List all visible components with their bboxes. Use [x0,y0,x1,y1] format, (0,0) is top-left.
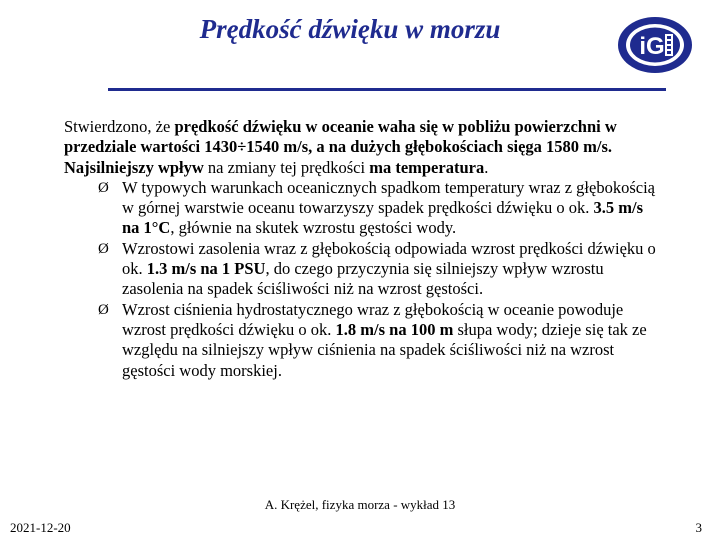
arrow-bullet-icon: Ø [98,301,109,318]
arrow-bullet-icon: Ø [98,240,109,257]
slide-date: 2021-12-20 [10,520,71,535]
bullet-item-temperature: Ø W typowych warunkach oceanicznych spadkom temperatury wraz z głębokością w górnej warstwie oceanu towarzyszy spadek prędkości dźwięku o ok. 3.5 m/s na 1°C, głównie na skutek wzrostu gęstości wody. [98,177,655,238]
page-number: 3 [695,520,702,535]
institute-logo-icon [617,16,693,74]
bullet-item-pressure: Ø Wzrost ciśnienia hydrostatycznego wraz z głębokością w oceanie powoduje wzrost prędkości dźwięku o ok. 1.8 m/s na 100 m słupa wody; dzieje się tak ze względu na silniejszy wpływ ciśnienia na spadek ściśliwości niż na wzrost gęstości wody morskiej. [98,299,647,380]
slide-title: Prędkość dźwięku w morzu [199,14,501,44]
footer-caption: A. Krężel, fizyka morza - wykład 13 [264,497,456,512]
bullet-item-salinity: Ø Wzrostowi zasolenia wraz z głębokością odpowiada wzrost prędkości dźwięku o ok. 1.3 m/s na 1 PSU, do czego przyczynia się silniejszy wpływ wzrostu zasolenia na spadek ściśliwości niż na wzrost gęstości. [98,238,656,299]
title-divider [108,88,666,91]
intro-paragraph: Stwierdzono, że prędkość dźwięku w oceanie waha się w pobliżu powierzchni w przedziale wartości 1430÷1540 m/s, a na dużych głębokościach sięga 1580 m/s. Najsilniejszy wpływ na zmiany tej prędkości ma temperatura. [64,117,617,177]
slide-body [64,117,664,381]
arrow-bullet-icon: Ø [98,179,109,196]
bullet-list [64,178,664,381]
logo-letters: iG [639,33,665,60]
